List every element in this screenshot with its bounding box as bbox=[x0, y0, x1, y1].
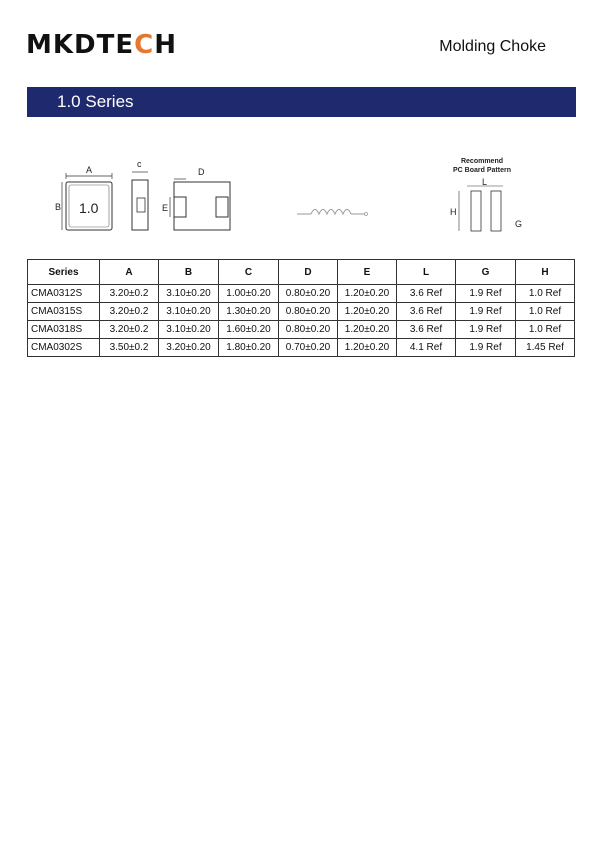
table-cell: 1.20±0.20 bbox=[338, 321, 397, 339]
table-cell: 1.45 Ref bbox=[516, 339, 575, 357]
table-cell: 3.10±0.20 bbox=[159, 303, 219, 321]
table-cell: 1.9 Ref bbox=[456, 303, 516, 321]
table-cell: 0.80±0.20 bbox=[279, 321, 338, 339]
table-cell: 1.20±0.20 bbox=[338, 285, 397, 303]
table-cell: 1.9 Ref bbox=[456, 285, 516, 303]
header-series: Series bbox=[28, 260, 100, 285]
pcb-pattern-drawing bbox=[443, 155, 533, 245]
logo-text-main: MKDTE bbox=[26, 30, 135, 60]
logo-text-tail: H bbox=[154, 30, 177, 60]
header-b: B bbox=[159, 260, 219, 285]
dimension-drawings bbox=[0, 150, 600, 250]
inductor-symbol-icon bbox=[297, 205, 369, 219]
table-cell: 4.1 Ref bbox=[397, 339, 456, 357]
table-cell: 1.80±0.20 bbox=[219, 339, 279, 357]
table-cell: 1.20±0.20 bbox=[338, 303, 397, 321]
header-d: D bbox=[279, 260, 338, 285]
table-row bbox=[28, 321, 575, 339]
company-logo bbox=[26, 30, 177, 60]
dim-label-e: E bbox=[162, 203, 169, 213]
table-cell: 3.20±0.20 bbox=[159, 339, 219, 357]
table-cell: 3.20±0.2 bbox=[100, 321, 159, 339]
dim-label-l: L bbox=[482, 177, 488, 187]
table-header-row bbox=[28, 260, 575, 285]
table-cell: 3.10±0.20 bbox=[159, 321, 219, 339]
table-cell: 1.0 Ref bbox=[516, 303, 575, 321]
series-title: 1.0 Series bbox=[57, 92, 134, 111]
part-marking: 1.0 bbox=[79, 200, 99, 216]
table-cell: 1.60±0.20 bbox=[219, 321, 279, 339]
dim-label-h: H bbox=[450, 207, 457, 217]
spec-table bbox=[27, 259, 575, 357]
header-g: G bbox=[456, 260, 516, 285]
table-cell: CMA0315S bbox=[28, 303, 100, 321]
header-h: H bbox=[516, 260, 575, 285]
header-l: L bbox=[397, 260, 456, 285]
pcb-title-line1: Recommend bbox=[460, 158, 504, 165]
top-view-drawing bbox=[52, 160, 122, 240]
table-cell: 1.00±0.20 bbox=[219, 285, 279, 303]
logo-text-accent: C bbox=[134, 30, 155, 60]
table-cell: 3.20±0.2 bbox=[100, 285, 159, 303]
dim-label-d: D bbox=[198, 167, 205, 177]
side-view-drawing bbox=[128, 158, 158, 240]
table-cell: 1.20±0.20 bbox=[338, 339, 397, 357]
table-cell: 1.9 Ref bbox=[456, 339, 516, 357]
table-row bbox=[28, 339, 575, 357]
table-cell: 1.0 Ref bbox=[516, 285, 575, 303]
table-cell: 3.50±0.2 bbox=[100, 339, 159, 357]
table-cell: 1.30±0.20 bbox=[219, 303, 279, 321]
dim-label-c: c bbox=[137, 159, 142, 169]
table-cell: 3.10±0.20 bbox=[159, 285, 219, 303]
header-a: A bbox=[100, 260, 159, 285]
dim-label-a: A bbox=[86, 165, 93, 175]
table-row bbox=[28, 285, 575, 303]
dim-label-g: G bbox=[515, 219, 523, 229]
front-view-drawing bbox=[160, 165, 235, 240]
header-e: E bbox=[338, 260, 397, 285]
header-c: C bbox=[219, 260, 279, 285]
table-cell: CMA0312S bbox=[28, 285, 100, 303]
dim-label-b: B bbox=[55, 202, 62, 212]
table-cell: 0.80±0.20 bbox=[279, 303, 338, 321]
pcb-title-line2: PC Board Pattern bbox=[453, 167, 511, 174]
table-cell: 0.70±0.20 bbox=[279, 339, 338, 357]
document-title: Molding Choke bbox=[439, 38, 546, 55]
series-banner bbox=[27, 87, 576, 117]
table-cell: CMA0318S bbox=[28, 321, 100, 339]
table-cell: 3.6 Ref bbox=[397, 321, 456, 339]
table-cell: 1.9 Ref bbox=[456, 321, 516, 339]
table-cell: 0.80±0.20 bbox=[279, 285, 338, 303]
table-cell: 3.6 Ref bbox=[397, 303, 456, 321]
table-cell: 3.6 Ref bbox=[397, 285, 456, 303]
table-cell: CMA0302S bbox=[28, 339, 100, 357]
table-cell: 1.0 Ref bbox=[516, 321, 575, 339]
table-row bbox=[28, 303, 575, 321]
table-cell: 3.20±0.2 bbox=[100, 303, 159, 321]
